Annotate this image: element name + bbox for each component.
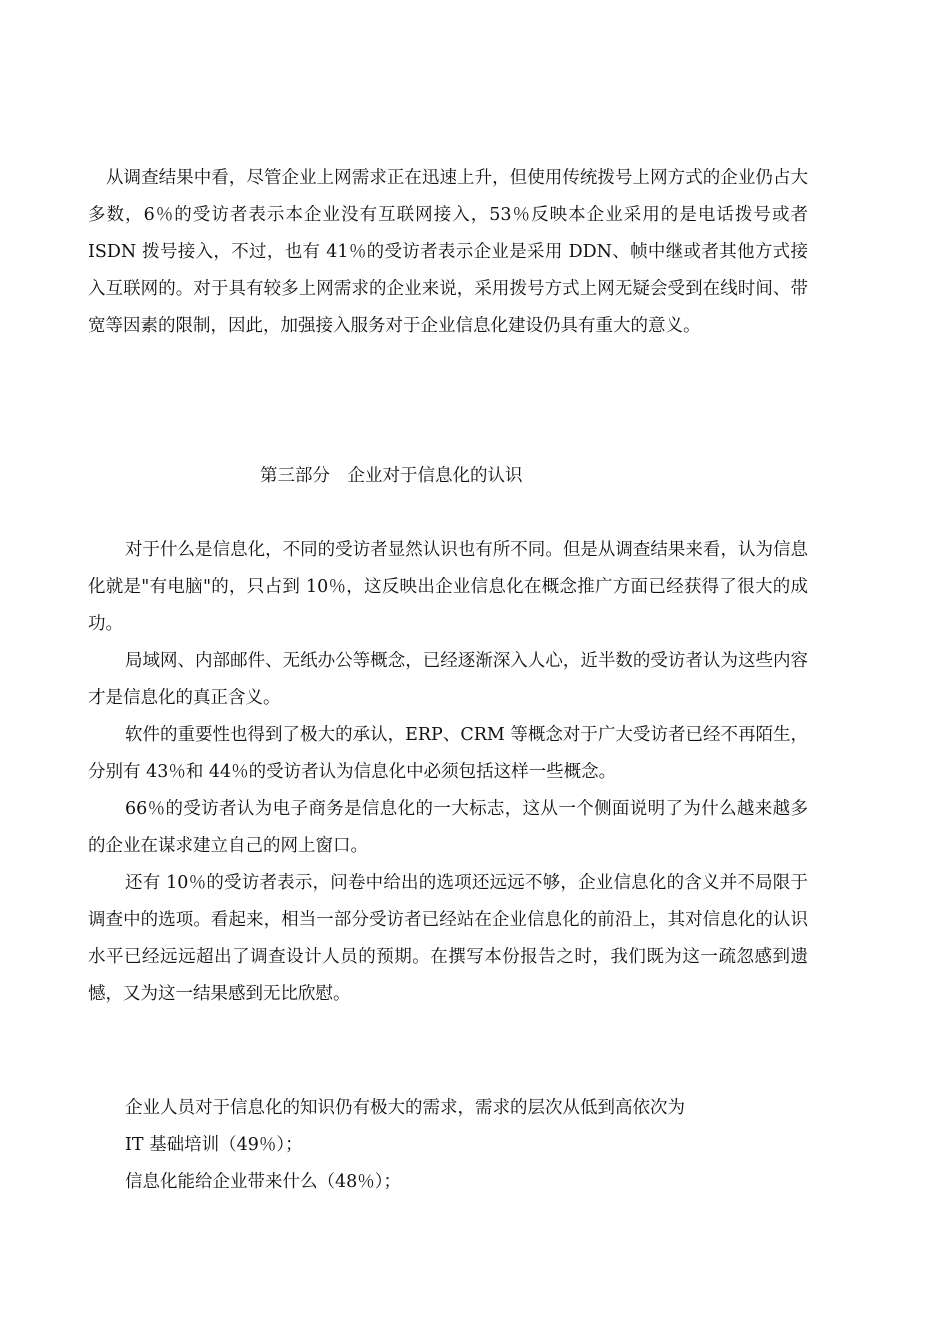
list-item: IT 基础培训（49％）； xyxy=(125,1135,303,1155)
paragraph-ecommerce: 66％的受访者认为电子商务是信息化的一大标志，这从一个侧面说明了为什么越来越多的企业在谋求建立自己的网上窗口。 xyxy=(88,799,808,856)
list-intro: 企业人员对于信息化的知识仍有极大的需求，需求的层次从低到高依次为 xyxy=(125,1098,685,1118)
paragraph-internet-access: 从调查结果中看，尽管企业上网需求正在迅速上升，但使用传统拨号上网方式的企业仍占大多数，6％的受访者表示本企业没有互联网接入，53％反映本企业采用的是电话拨号或者 ISDN 拨号接入，不过，也有 41％的受访者表示企业是采用 DDN、帧中继或者其他方式接入互联网的。对于具有较多上网需求的企业来说，采用拨号方式上网无疑会受到在线时间、带宽等因素的限制，因此，加强接入服务对于企业信息化建设仍具有重大的意义。 xyxy=(88,168,808,336)
paragraph-other-options: 还有 10％的受访者表示，问卷中给出的选项还远远不够，企业信息化的含义并不局限于调查中的选项。看起来，相当一部分受访者已经站在企业信息化的前沿上，其对信息化的认识水平已经远远超出了调查设计人员的预期。在撰写本份报告之时，我们既为这一疏忽感到遗憾，又为这一结果感到无比欣慰。 xyxy=(88,873,808,1004)
paragraph-software-importance: 软件的重要性也得到了极大的承认，ERP、CRM 等概念对于广大受访者已经不再陌生，分别有 43％和 44％的受访者认为信息化中必须包括这样一些概念。 xyxy=(88,725,808,782)
paragraph-informatization-definition: 对于什么是信息化，不同的受访者显然认识也有所不同。但是从调查结果来看，认为信息化就是"有电脑"的，只占到 10％，这反映出企业信息化在概念推广方面已经获得了很大的成功。 xyxy=(88,540,808,634)
list-item: 信息化能给企业带来什么（48％）； xyxy=(125,1172,402,1192)
section-heading: 第三部分 企业对于信息化的认识 xyxy=(260,466,523,486)
paragraph-lan-email: 局域网、内部邮件、无纸办公等概念，已经逐渐深入人心，近半数的受访者认为这些内容才是信息化的真正含义。 xyxy=(88,651,808,708)
